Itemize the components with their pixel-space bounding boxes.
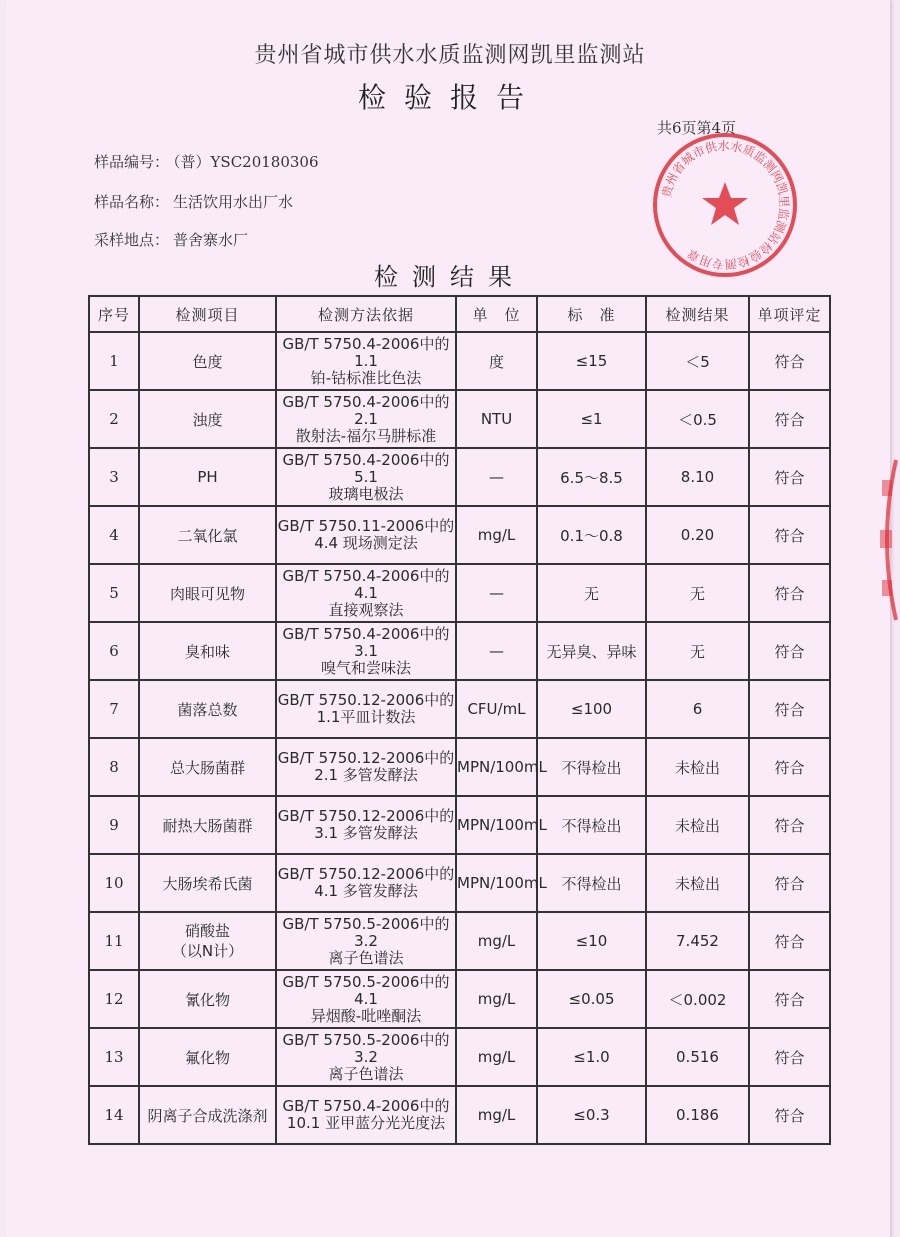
- cell-standard: 不得检出: [537, 796, 646, 854]
- method-line: GB/T 5750.5-2006中的4.1: [282, 972, 450, 1008]
- cell-verdict: 符合: [749, 506, 830, 564]
- cell-method: [276, 506, 456, 564]
- cell-standard: ≤1: [537, 390, 646, 448]
- cell-unit: mg/L: [456, 1028, 537, 1086]
- cell-verdict: 符合: [749, 912, 830, 970]
- table-header-row: [89, 296, 830, 332]
- col-header-verdict: 单项评定: [749, 296, 830, 332]
- results-table: [88, 295, 831, 1145]
- cell-result: 0.516: [646, 1028, 749, 1086]
- cell-seq: 14: [89, 1086, 139, 1144]
- cell-method: [276, 854, 456, 912]
- sample-id-label: 样品编号：: [94, 153, 170, 171]
- cell-standard: ≤100: [537, 680, 646, 738]
- cell-item: PH: [139, 448, 276, 506]
- doc-title: 检验报告: [357, 81, 542, 114]
- cell-item: 色度: [139, 332, 276, 390]
- cell-standard: ≤15: [537, 332, 646, 390]
- cell-item: 氟化物: [139, 1028, 276, 1086]
- cell-method: [276, 622, 456, 680]
- table-row: [89, 1086, 830, 1144]
- cell-item: 氰化物: [139, 970, 276, 1028]
- cell-result: ＜0.5: [646, 390, 749, 448]
- sample-name-value: 生活饮用水出厂水: [173, 193, 294, 211]
- cell-unit: mg/L: [456, 912, 537, 970]
- method-line: 直接观察法: [328, 600, 404, 619]
- method-line: 离子色谱法: [328, 948, 404, 967]
- table-row: [89, 622, 830, 680]
- sample-name-label: 样品名称：: [94, 193, 170, 211]
- cell-result: ＜5: [646, 332, 749, 390]
- method-line: GB/T 5750.4-2006中的: [282, 1097, 450, 1115]
- cell-item: 肉眼可见物: [139, 564, 276, 622]
- cell-item: 总大肠菌群: [139, 738, 276, 796]
- table-row: [89, 1028, 830, 1086]
- method-line: GB/T 5750.5-2006中的3.2: [282, 1030, 450, 1066]
- sample-site-label: 采样地点：: [94, 231, 170, 249]
- table-row: [89, 564, 830, 622]
- cell-seq: 10: [89, 854, 139, 912]
- cell-unit: mg/L: [456, 1086, 537, 1144]
- cell-method: [276, 390, 456, 448]
- table-row: [89, 506, 830, 564]
- cell-result: 无: [646, 564, 749, 622]
- cell-seq: 13: [89, 1028, 139, 1086]
- col-header-method: 检测方法依据: [276, 296, 456, 332]
- cell-unit: mg/L: [456, 970, 537, 1028]
- cell-verdict: 符合: [749, 390, 830, 448]
- method-line: GB/T 5750.4-2006中的5.1: [282, 450, 450, 486]
- cell-seq: 1: [89, 332, 139, 390]
- table-row: [89, 332, 830, 390]
- sample-name-row: [94, 191, 293, 212]
- method-line: GB/T 5750.5-2006中的3.2: [282, 914, 450, 950]
- cell-standard: ≤0.05: [537, 970, 646, 1028]
- cell-method: [276, 680, 456, 738]
- results-title: 检测结果: [374, 263, 526, 291]
- cell-standard: 无: [537, 564, 646, 622]
- cell-item: 耐热大肠菌群: [139, 796, 276, 854]
- cell-method: [276, 970, 456, 1028]
- cell-item: 二氧化氯: [139, 506, 276, 564]
- cell-seq: 6: [89, 622, 139, 680]
- method-line: GB/T 5750.12-2006中的: [277, 691, 455, 709]
- cell-result: 0.20: [646, 506, 749, 564]
- cell-standard: 无异臭、异味: [537, 622, 646, 680]
- svg-text:贵州省城市供水水质监测网凯里监测站检验检测专用章: 贵州省城市供水水质监测网凯里监测站检验检测专用章: [659, 138, 792, 272]
- cell-item: 浊度: [139, 390, 276, 448]
- cell-unit: NTU: [456, 390, 537, 448]
- org-title: 贵州省城市供水水质监测网凯里监测站: [254, 43, 646, 68]
- cell-seq: 4: [89, 506, 139, 564]
- cell-result: ＜0.002: [646, 970, 749, 1028]
- method-line: 玻璃电极法: [328, 484, 404, 503]
- method-line: GB/T 5750.4-2006中的3.1: [282, 624, 450, 660]
- method-line: GB/T 5750.12-2006中的: [277, 807, 455, 825]
- cell-seq: 3: [89, 448, 139, 506]
- cell-result: 7.452: [646, 912, 749, 970]
- cell-result: 6: [646, 680, 749, 738]
- cell-method: [276, 448, 456, 506]
- cell-standard: 0.1～0.8: [537, 506, 646, 564]
- table-row: [89, 680, 830, 738]
- cell-item: 大肠埃希氏菌: [139, 854, 276, 912]
- sample-site-row: [94, 229, 248, 250]
- col-header-seq: 序号: [89, 296, 139, 332]
- cell-verdict: 符合: [749, 738, 830, 796]
- table-row: [89, 912, 830, 970]
- cell-seq: 12: [89, 970, 139, 1028]
- cell-method: [276, 912, 456, 970]
- method-line: 10.1 亚甲蓝分光光度法: [286, 1114, 446, 1132]
- cell-verdict: 符合: [749, 970, 830, 1028]
- cell-method: [276, 796, 456, 854]
- method-line: 铂-钴标准比色法: [310, 368, 422, 387]
- cell-result: 未检出: [646, 796, 749, 854]
- method-line: 异烟酸-吡唑酮法: [310, 1006, 422, 1025]
- cell-method: [276, 564, 456, 622]
- table-row: [89, 796, 830, 854]
- method-line: 2.1 多管发酵法: [314, 766, 418, 784]
- sample-id-value: （普）YSC20180306: [173, 153, 319, 171]
- sample-id-row: [94, 151, 319, 172]
- table-row: [89, 854, 830, 912]
- cell-unit: 度: [456, 332, 537, 390]
- cell-verdict: 符合: [749, 622, 830, 680]
- cell-result: 无: [646, 622, 749, 680]
- table-row: [89, 448, 830, 506]
- cell-result: 未检出: [646, 854, 749, 912]
- cell-item: 臭和味: [139, 622, 276, 680]
- cell-verdict: 符合: [749, 448, 830, 506]
- cell-unit: mg/L: [456, 506, 537, 564]
- cell-verdict: 符合: [749, 1086, 830, 1144]
- cell-seq: 8: [89, 738, 139, 796]
- method-line: GB/T 5750.4-2006中的2.1: [282, 392, 450, 428]
- cell-item: 阴离子合成洗涤剂: [139, 1086, 276, 1144]
- cell-seq: 9: [89, 796, 139, 854]
- cell-verdict: 符合: [749, 564, 830, 622]
- cell-verdict: 符合: [749, 854, 830, 912]
- cell-unit: CFU/mL: [456, 680, 537, 738]
- cell-method: [276, 1086, 456, 1144]
- table-row: [89, 390, 830, 448]
- method-line: 4.1 多管发酵法: [314, 882, 418, 900]
- method-line: 3.1 多管发酵法: [314, 824, 418, 842]
- sample-site-value: 普舍寨水厂: [173, 231, 249, 249]
- method-line: 嗅气和尝味法: [320, 658, 411, 677]
- side-seal-fragment: [868, 450, 898, 630]
- method-line: 散射法-福尔马肼标准: [295, 426, 437, 445]
- cell-standard: 6.5～8.5: [537, 448, 646, 506]
- method-line: 4.4 现场测定法: [314, 534, 418, 552]
- col-header-unit: 单 位: [456, 296, 537, 332]
- cell-verdict: 符合: [749, 680, 830, 738]
- cell-method: [276, 1028, 456, 1086]
- cell-seq: 7: [89, 680, 139, 738]
- col-header-standard: 标 准: [537, 296, 646, 332]
- cell-standard: ≤1.0: [537, 1028, 646, 1086]
- table-row: [89, 970, 830, 1028]
- cell-result: 8.10: [646, 448, 749, 506]
- cell-unit: —: [456, 564, 537, 622]
- method-line: 离子色谱法: [328, 1064, 404, 1083]
- cell-result: 未检出: [646, 738, 749, 796]
- cell-standard: ≤0.3: [537, 1086, 646, 1144]
- method-line: GB/T 5750.4-2006中的4.1: [282, 566, 450, 602]
- cell-unit: MPN/100mL: [456, 854, 537, 912]
- cell-seq: 5: [89, 564, 139, 622]
- page-indicator: 共6页第4页: [657, 119, 737, 137]
- cell-seq: 11: [89, 912, 139, 970]
- cell-item: 菌落总数: [139, 680, 276, 738]
- method-line: GB/T 5750.11-2006中的: [277, 517, 455, 535]
- col-header-item: 检测项目: [139, 296, 276, 332]
- method-line: GB/T 5750.4-2006中的1.1: [282, 334, 450, 370]
- cell-standard: ≤10: [537, 912, 646, 970]
- cell-item: 硝酸盐 （以N计）: [139, 912, 276, 970]
- cell-unit: MPN/100mL: [456, 796, 537, 854]
- cell-result: 0.186: [646, 1086, 749, 1144]
- cell-verdict: 符合: [749, 1028, 830, 1086]
- method-line: 1.1平皿计数法: [316, 708, 416, 726]
- col-header-result: 检测结果: [646, 296, 749, 332]
- cell-standard: 不得检出: [537, 854, 646, 912]
- cell-unit: MPN/100mL: [456, 738, 537, 796]
- cell-standard: 不得检出: [537, 738, 646, 796]
- cell-verdict: 符合: [749, 796, 830, 854]
- cell-verdict: 符合: [749, 332, 830, 390]
- method-line: GB/T 5750.12-2006中的: [277, 865, 455, 883]
- cell-seq: 2: [89, 390, 139, 448]
- cell-unit: —: [456, 622, 537, 680]
- method-line: GB/T 5750.12-2006中的: [277, 749, 455, 767]
- cell-method: [276, 332, 456, 390]
- table-row: [89, 738, 830, 796]
- cell-unit: —: [456, 448, 537, 506]
- cell-method: [276, 738, 456, 796]
